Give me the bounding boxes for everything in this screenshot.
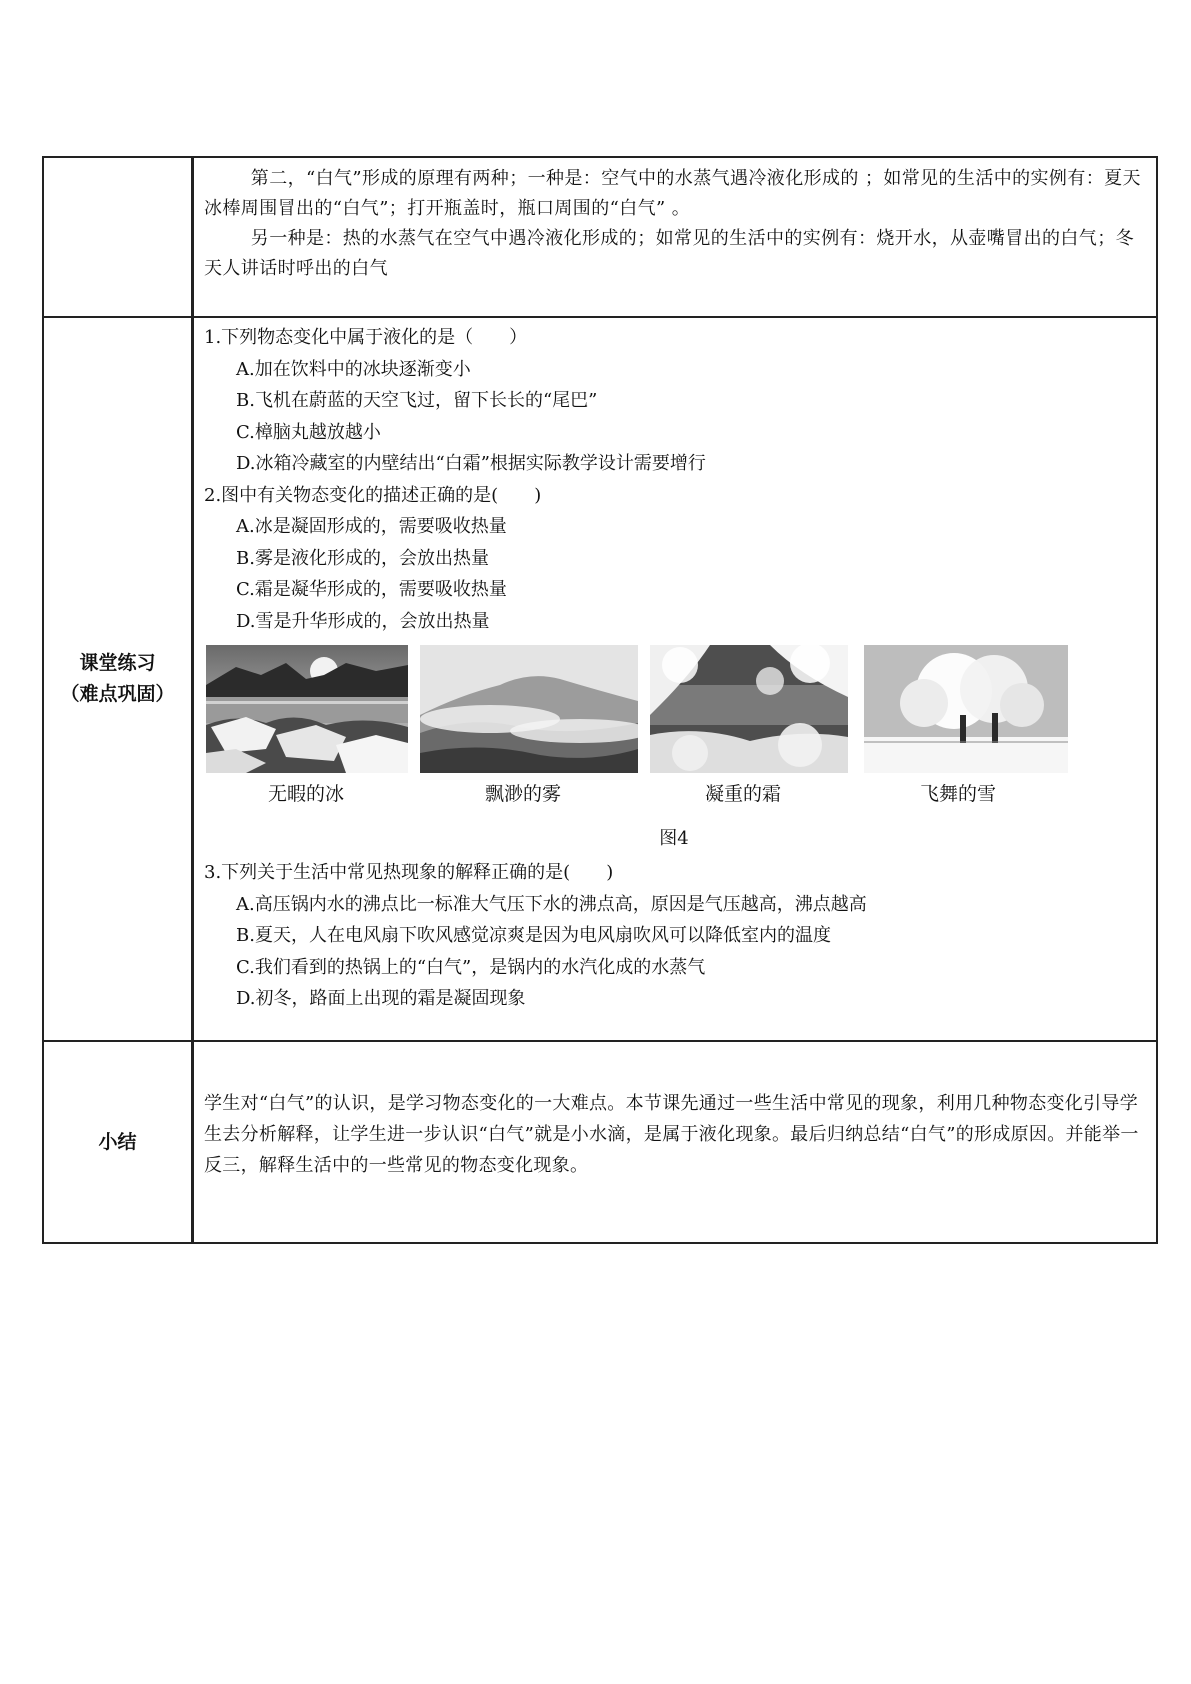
- frost-photo: [650, 645, 848, 773]
- practice-cell: [194, 318, 1156, 1040]
- table-row: [44, 1040, 1156, 1242]
- caption-snow: 飞舞的雪: [919, 783, 996, 805]
- practice-label-subtitle: （难点巩固）: [60, 683, 175, 705]
- practice-label: [44, 318, 194, 1040]
- intro-cell: [194, 158, 1156, 316]
- fog-photo: [420, 645, 638, 773]
- question-1-option-b: B.飞机在蔚蓝的天空飞过，留下长长的“尾巴”: [236, 390, 598, 411]
- question-3-stem: 3.下列关于生活中常见热现象的解释正确的是( ): [204, 862, 614, 883]
- summary-text: 学生对“白气”的认识，是学习物态变化的一大难点。本节课先通过一些生活中常见的现象，利用几种物态变化引导学生去分析解释，让学生进一步认识“白气”就是小水滴，是属于液化现象。最后归纳总结“白气”的形成原因。并能举一反三，解释生活中的一些常见的物态变化现象。: [204, 1093, 1139, 1176]
- question-2-option-d: D.雪是升华形成的，会放出热量: [236, 610, 490, 632]
- table-row: [44, 316, 1156, 1040]
- question-3-option-c: C.我们看到的热锅上的“白气”，是锅内的水汽化成的水蒸气: [236, 956, 706, 978]
- snow-photo: [864, 645, 1068, 773]
- caption-ice: 无暇的冰: [267, 783, 344, 805]
- lesson-table: [42, 156, 1158, 1244]
- row-label-empty: [44, 158, 194, 316]
- question-2-option-c: C.霜是凝华形成的，需要吸收热量: [236, 579, 507, 600]
- question-2-option-a: A.冰是凝固形成的，需要吸收热量: [236, 516, 507, 537]
- summary-label: 小结: [44, 1042, 194, 1242]
- figure-4-captions: [204, 775, 1144, 813]
- question-2-option-b: B.雾是液化形成的，会放出热量: [236, 547, 489, 569]
- question-1-option-d: D.冰箱冷藏室的内壁结出“白霜”根据实际教学设计需要增行: [236, 453, 706, 474]
- caption-frost: 凝重的霜: [704, 783, 781, 805]
- intro-paragraph-1: 第二，“白气”形成的原理有两种；一种是：空气中的水蒸气遇冷液化形成的 ；如常见的生活中的实例有：夏天冰棒周围冒出的“白气”；打开瓶盖时，瓶口周围的“白气” 。: [204, 168, 1141, 219]
- intro-paragraph-2: 另一种是：热的水蒸气在空气中遇冷液化形成的；如常见的生活中的实例有：烧开水，从壶嘴冒出的白气；冬天人讲话时呼出的白气: [204, 228, 1134, 279]
- ice-photo: [206, 645, 408, 773]
- question-3-option-b: B.夏天，人在电风扇下吹风感觉凉爽是因为电风扇吹风可以降低室内的温度: [236, 925, 831, 946]
- question-1-option-c: C.樟脑丸越放越小: [236, 421, 381, 443]
- summary-cell: [194, 1042, 1156, 1242]
- question-1-option-a: A.加在饮料中的冰块逐渐变小: [236, 358, 471, 380]
- practice-label-title: 课堂练习: [79, 652, 156, 674]
- figure-4-photos: [204, 645, 1144, 773]
- question-3-option-d: D.初冬，路面上出现的霜是凝固现象: [236, 988, 526, 1009]
- figure-label: 图4: [659, 828, 689, 849]
- question-3-option-a: A.高压锅内水的沸点比一标准大气压下水的沸点高，原因是气压越高，沸点越高: [236, 893, 867, 915]
- question-2-stem: 2.图中有关物态变化的描述正确的是( ): [204, 484, 542, 506]
- table-row: [44, 158, 1156, 316]
- question-1-stem: 1.下列物态变化中属于液化的是（ ）: [204, 327, 528, 348]
- caption-fog: 飘渺的雾: [484, 783, 561, 805]
